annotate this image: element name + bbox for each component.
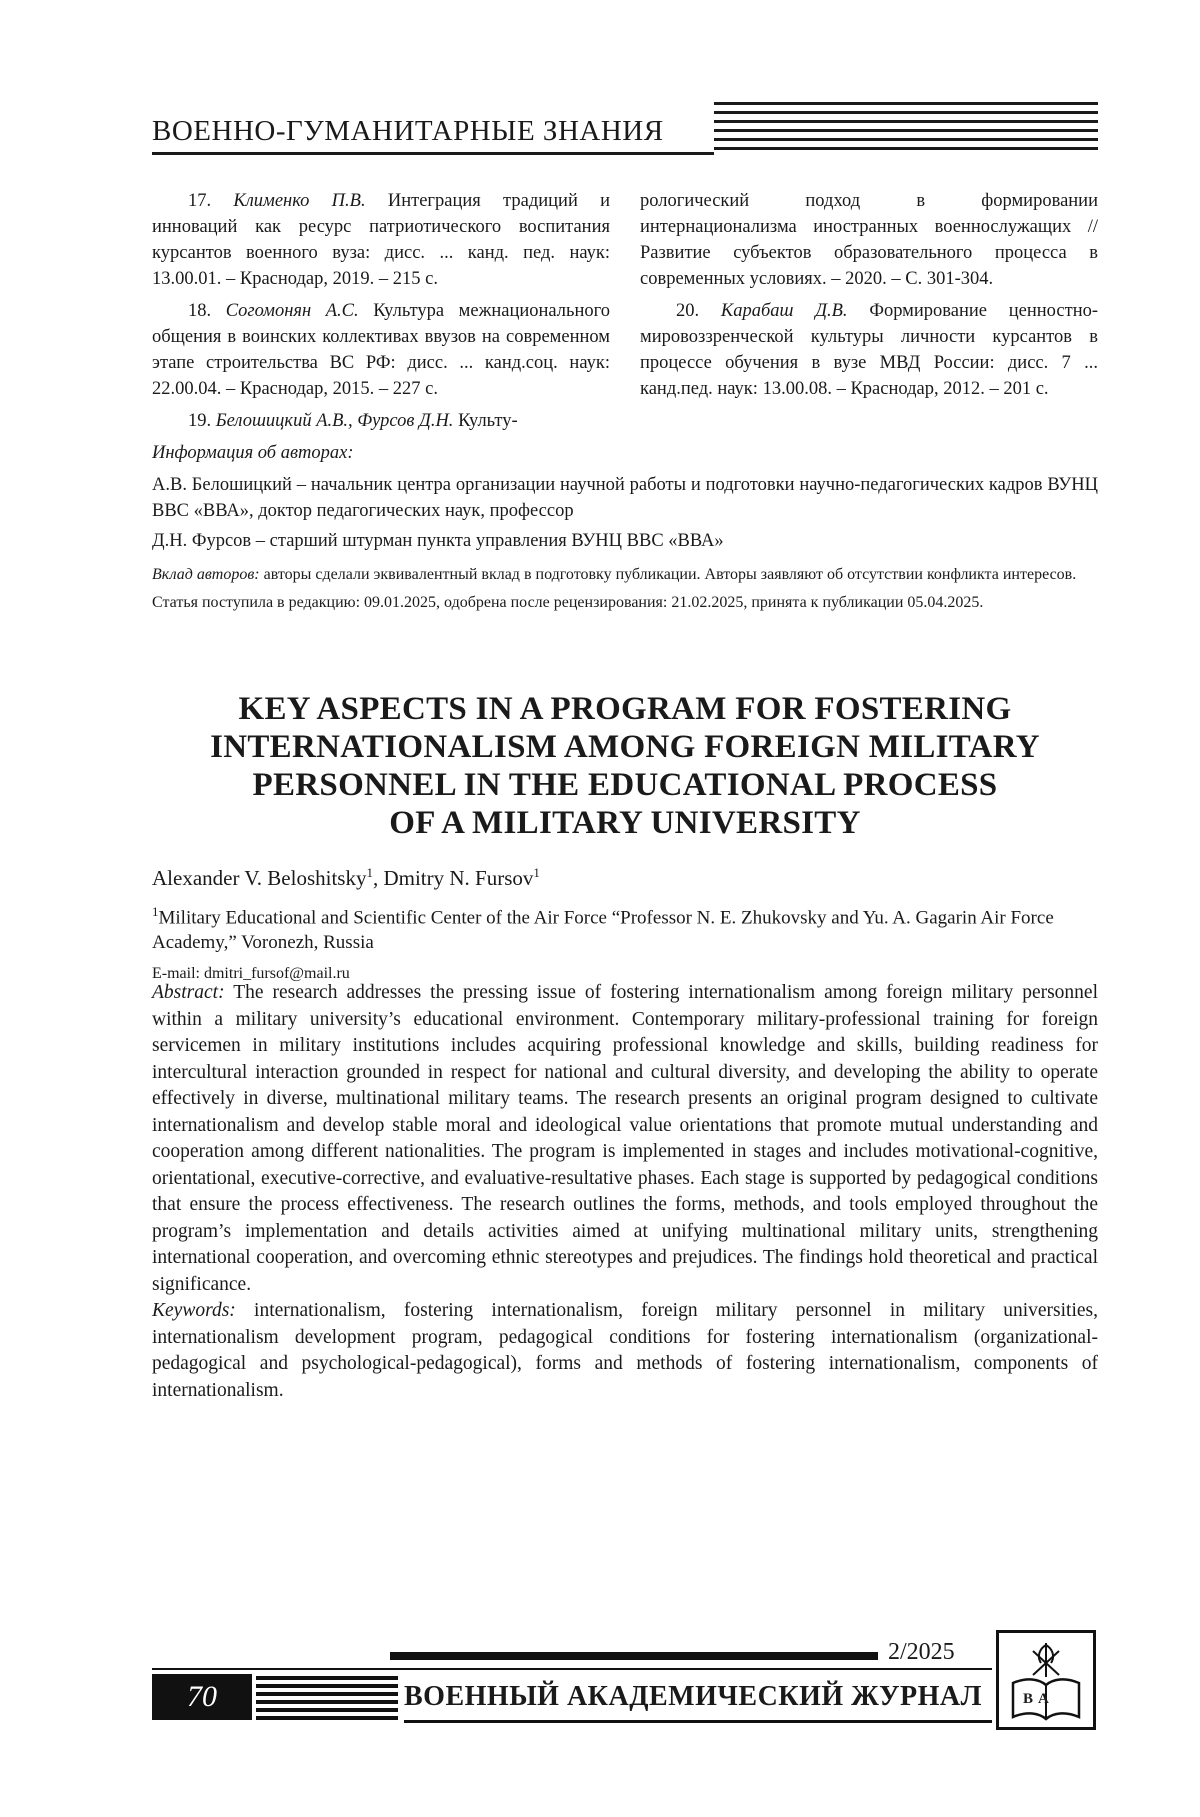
- author-contribution: Вклад авторов: авторы сделали эквивалентный вклад в подготовку публикации. Авторы заявляют об отсутствии конфликта интересов.: [152, 566, 1077, 583]
- abstract: Abstract: The research addresses the pressing issue of fostering internationalism among foreign military personnel within a military university’s educational environment. Contemporary military-professional training for foreign servicemen in military institutions includes acquiring professional knowledge and skills, building readiness for intercultural interaction grounded in respect for national and cultural diversity, and developing the ability to operate effectively in diverse, multinational military teams. The research presents an original program designed to cultivate internationalism and develop stable moral and ideological value orientations that promote mutual understanding and cooperation among different nationalities. The program is implemented in stages and includes motivational-cognitive, orientational, executive-corrective, and evaluative-resultative phases. Each stage is supported by pedagogical conditions that ensure the process effectiveness. The research outlines the forms, methods, and tools employed throughout the program’s implementation and details activities aimed at unifying multinational military units, strengthening international cooperation, and overcoming ethnic stereotypes and prejudices. The findings hold theoretical and practical significance.: [152, 982, 1099, 1295]
- reference-author: Карабаш Д.В.: [720, 301, 848, 321]
- journal-logo: [996, 1630, 1096, 1730]
- author-info-entry: А.В. Белошицкий – начальник центра организации научной работы и подготовки научно-педагогических кадров ВУНЦ ВВС «ВВА», доктор педагогических наук, профессор: [152, 475, 1098, 521]
- journal-name: ВОЕННЫЙ АКАДЕМИЧЕСКИЙ ЖУРНАЛ: [404, 1681, 982, 1712]
- author-info-entry: Д.Н. Фурсов – старший штурман пункта управления ВУНЦ ВВС «ВВА»: [152, 531, 724, 551]
- reference-item: 19. Белошицкий А.В., Фурсов Д.Н. Культу-: [188, 411, 518, 431]
- author-information: [152, 440, 1098, 618]
- journal-underline: [404, 1720, 992, 1723]
- reference-author: Клименко П.В.: [233, 191, 366, 211]
- abstract-block: [152, 980, 1098, 1404]
- keywords: Keywords: internationalism, fostering internationalism, foreign military personnel in military universities, internationalism development program, pedagogical conditions for fostering internationalism (organizational-pedagogical and psychological-pedagogical), forms and methods of fostering internationalism, components of internationalism.: [152, 1300, 1098, 1401]
- reference-item: 18. Согомонян А.С. Культура межнационального общения в воинских коллективах ввузов на современном этапе строительства ВС РФ: дисс. ... канд.соц. наук: 22.00.04. – Краснодар, 2015. – 227 с.: [152, 301, 610, 399]
- header-rule-lines: [714, 100, 1098, 158]
- page-footer: [152, 1630, 1098, 1734]
- author-affiliation: $^1$Military Educational and Scientific Center of the Air Force “Professor N. E. Zhukovsky and Yu. A. Gagarin Air Force Academy,” Voronezh, Russia: [152, 904, 1054, 954]
- reference-item-continued: рологический подход в формировании интернационализма иностранных военнослужащих // Развитие субъектов образовательного процесса в современных условиях. – 2020. – С. 301-304.: [640, 191, 1098, 289]
- header-underline: [152, 152, 714, 155]
- article-title-english: KEY ASPECTS IN A PROGRAM FOR FOSTERING INTERNATIONALISM AMONG FOREIGN MILITARY PERSONNEL IN THE EDUCATIONAL PROCESS OF A MILITARY UNIVERSITY: [210, 691, 1040, 841]
- running-header: [152, 100, 1098, 158]
- section-title: ВОЕННО-ГУМАНИТАРНЫЕ ЗНАНИЯ: [152, 114, 672, 148]
- reference-column-left: [152, 188, 610, 440]
- reference-column-right: [640, 188, 1098, 408]
- issue-number: 2/2025: [888, 1639, 955, 1665]
- reference-item: 20. Карабаш Д.В. Формирование ценностно-мировоззренческой культуры личности курсантов в процессе обучения в вузе МВД России: дисс. 7 ... канд.пед. наук: 13.00.08. – Краснодар, 2012. – 201 с.: [640, 301, 1099, 399]
- article-dates: Статья поступила в редакцию: 09.01.2025, одобрена после рецензирования: 21.02.2025, принята к публикации 05.04.2025.: [152, 594, 984, 611]
- issue-rule: [390, 1652, 878, 1660]
- author-names: Alexander V. Beloshitsky$^1$, Dmitry N. Fursov$^1$: [152, 865, 540, 890]
- footer-rule: [152, 1668, 992, 1670]
- page-number: 70: [152, 1674, 252, 1720]
- reference-item: 17. Клименко П.В. Интеграция традиций и инноваций как ресурс патриотического воспитания курсантов военного вуза: дисс. ... канд. пед. наук: 13.00.01. – Краснодар, 2019. – 215 с.: [152, 191, 611, 289]
- author-email: E-mail: dmitri_fursof@mail.ru: [152, 965, 350, 983]
- reference-author: Белошицкий А.В., Фурсов Д.Н.: [215, 411, 454, 431]
- footer-stripes: [256, 1674, 398, 1720]
- author-info-heading: Информация об авторах:: [152, 443, 354, 463]
- book-emblem-icon: [1003, 1637, 1089, 1725]
- author-block: [152, 860, 1098, 987]
- reference-author: Согомонян А.С.: [225, 301, 359, 321]
- logo-letters: ВА: [1023, 1691, 1055, 1707]
